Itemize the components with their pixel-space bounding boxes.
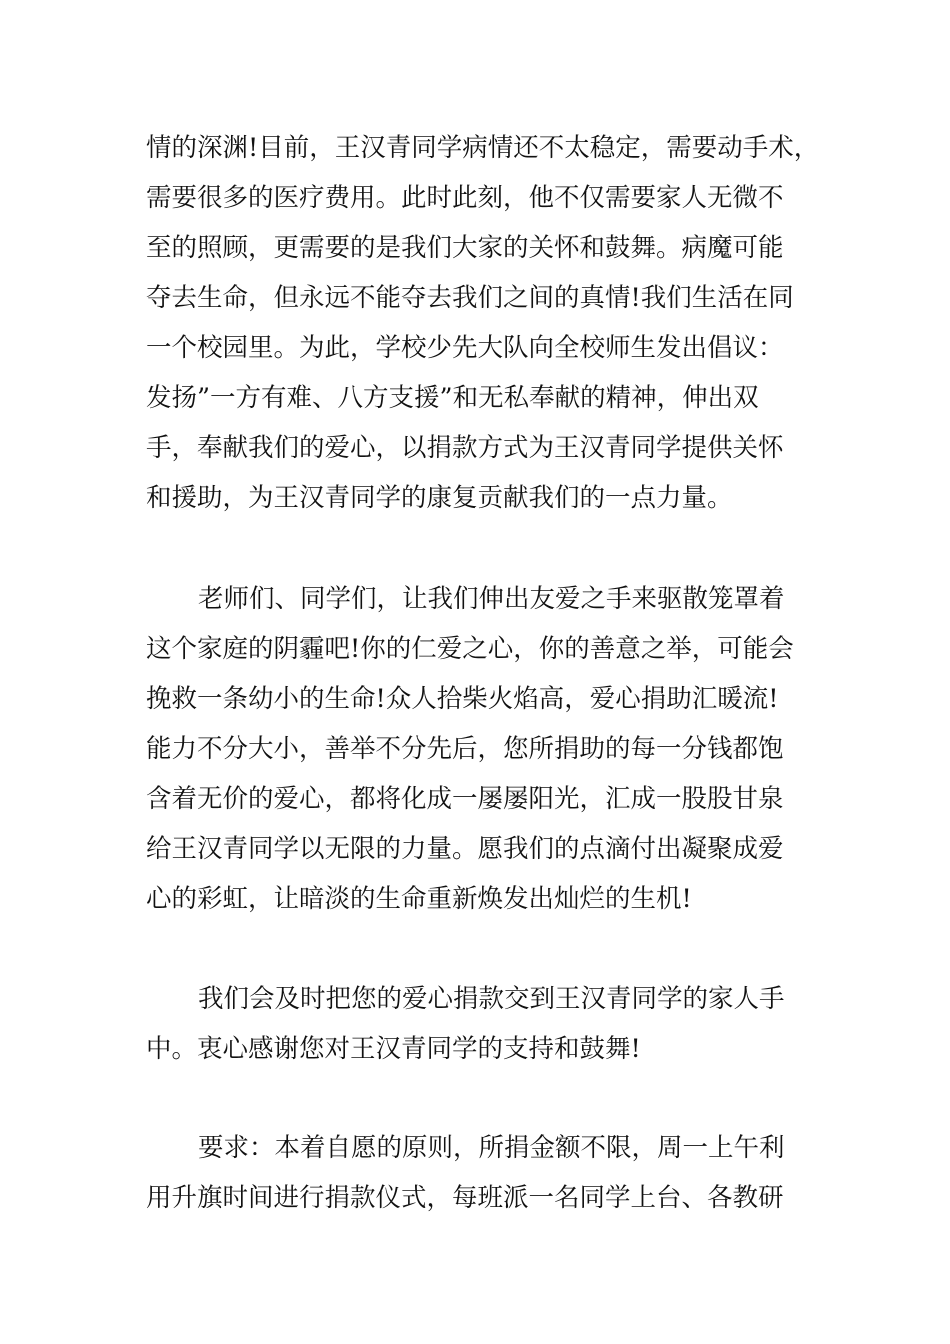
paragraph-line: 老师们、同学们，让我们伸出友爱之手来驱散笼罩着 xyxy=(198,584,785,614)
paragraph-line: 心的彩虹，让暗淡的生命重新焕发出灿烂的生机! xyxy=(146,884,692,914)
paragraph-line: 至的照顾，更需要的是我们大家的关怀和鼓舞。病魔可能 xyxy=(146,233,784,263)
paragraph-line: 一个校园里。为此，学校少先大队向全校师生发出倡议： xyxy=(146,333,784,363)
paragraph-line: 用升旗时间进行捐款仪式，每班派一名同学上台、各教研 xyxy=(146,1183,784,1213)
paragraph-line: 这个家庭的阴霾吧!你的仁爱之心，你的善意之举，可能会 xyxy=(146,634,794,664)
paragraph-line: 夺去生命，但永远不能夺去我们之间的真情!我们生活在同 xyxy=(146,283,794,313)
paragraph-line: 含着无价的爱心，都将化成一屡屡阳光，汇成一股股甘泉 xyxy=(146,784,784,814)
paragraph-line: 能力不分大小，善举不分先后，您所捐助的每一分钱都饱 xyxy=(146,734,784,764)
paragraph-line: 挽救一条幼小的生命!众人拾柴火焰高，爱心捐助汇暖流! xyxy=(146,684,779,714)
paragraph-line: 给王汉青同学以无限的力量。愿我们的点滴付出凝聚成爱 xyxy=(146,834,784,864)
paragraph-line: 要求：本着自愿的原则，所捐金额不限，周一上午利 xyxy=(198,1133,785,1163)
paragraph-line: 情的深渊!目前，王汉青同学病情还不太稳定，需要动手术， xyxy=(146,133,820,163)
paragraph-line: 手，奉献我们的爱心，以捐款方式为王汉青同学提供关怀 xyxy=(146,433,784,463)
paragraph-line: 和援助，为王汉青同学的康复贡献我们的一点力量。 xyxy=(146,483,733,513)
paragraph-line: 发扬”一方有难、八方支援”和无私奉献的精神，伸出双 xyxy=(146,383,759,413)
paragraph-line: 需要很多的医疗费用。此时此刻，他不仅需要家人无微不 xyxy=(146,183,784,213)
paragraph-line: 我们会及时把您的爱心捐款交到王汉青同学的家人手 xyxy=(198,984,785,1014)
paragraph-line: 中。衷心感谢您对王汉青同学的支持和鼓舞! xyxy=(146,1034,641,1064)
